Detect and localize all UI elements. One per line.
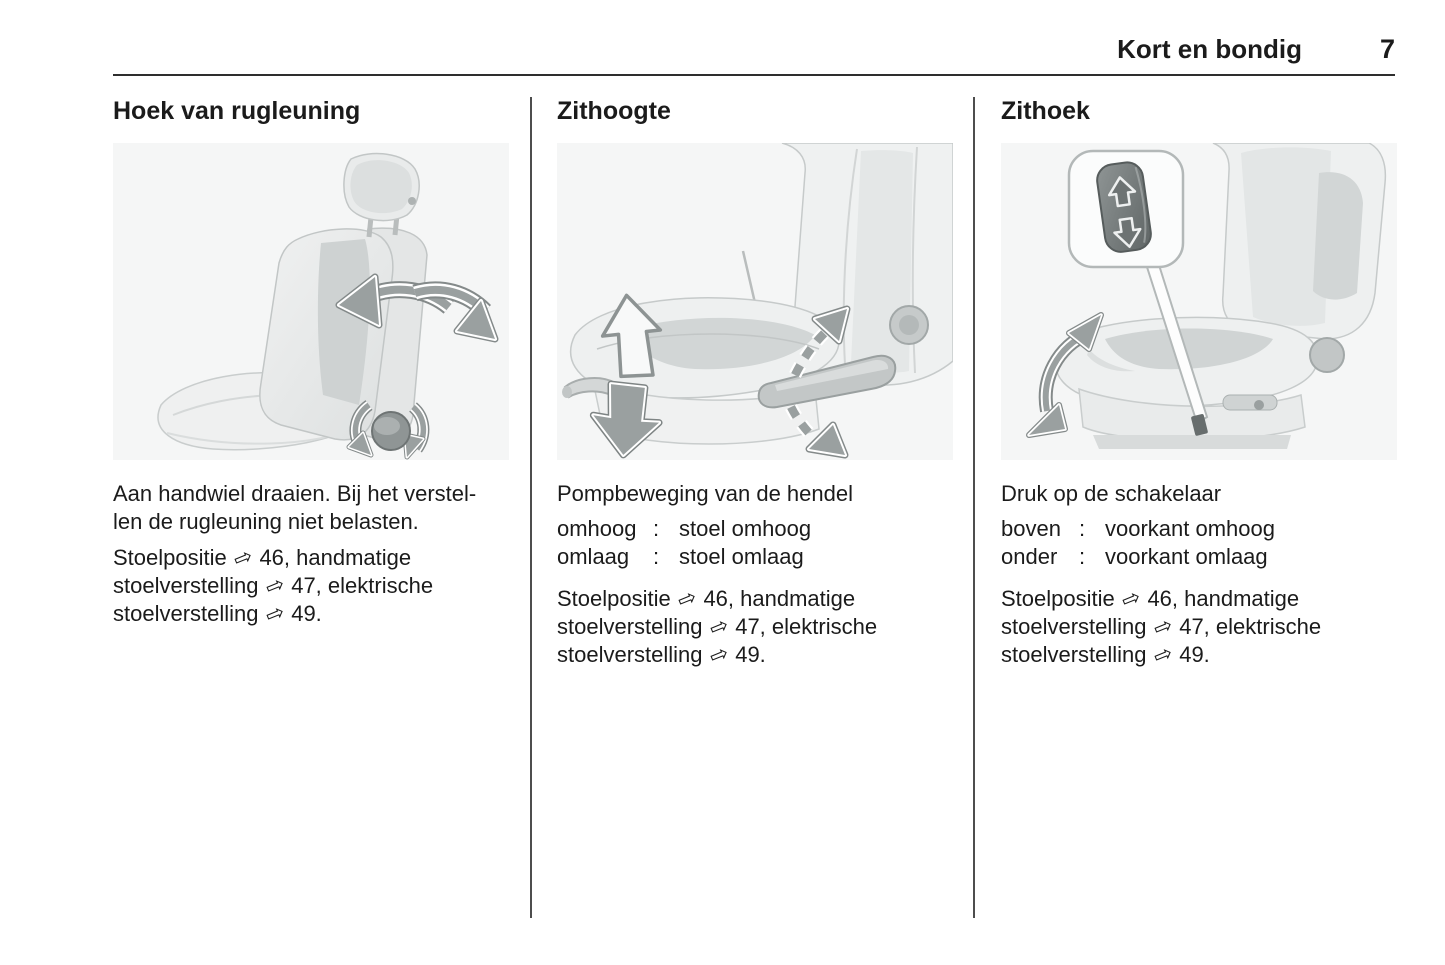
content-columns — [113, 96, 1397, 669]
reference-text: 46, handmatige stoelverstelling — [1001, 586, 1300, 639]
direction-term: omlaag — [557, 544, 630, 569]
page-header — [113, 34, 1395, 64]
direction-term: omhoog — [557, 516, 637, 541]
reference-arrow-icon: ⇨ — [673, 583, 701, 614]
reference-text: 47, elektrische stoelverstelling — [557, 614, 878, 667]
direction-desc: stoel omhoog — [679, 516, 812, 541]
column-zithoek — [1001, 96, 1397, 669]
section-body — [557, 480, 953, 669]
direction-table — [1001, 515, 1397, 571]
reference-text: 49. — [291, 601, 322, 626]
direction-colon: : — [1079, 516, 1086, 541]
direction-colon: : — [1079, 544, 1086, 569]
section-body — [1001, 480, 1397, 669]
reference-arrow-icon: ⇨ — [261, 598, 288, 629]
direction-desc: stoel omlaag — [679, 544, 804, 569]
direction-term: boven — [1001, 516, 1061, 541]
reference-arrow-icon: ⇨ — [1149, 639, 1176, 670]
page-number: 7 — [1379, 34, 1395, 64]
header-rule — [113, 74, 1395, 76]
reference-arrow-icon: ⇨ — [1117, 583, 1145, 614]
backrest-angle-illustration — [113, 143, 509, 460]
reference-arrow-icon: ⇨ — [261, 570, 288, 601]
section-title: Hoek van rugleuning — [113, 97, 361, 125]
instruction-text — [113, 480, 509, 536]
seat-tilt-illustration — [1001, 143, 1397, 460]
reference-text: 47, elektrische stoelverstelling — [113, 573, 434, 626]
instruction-text: Druk op de schakelaar — [1001, 481, 1222, 506]
section-body — [113, 480, 509, 628]
instruction-line: len de rugleuning niet belasten. — [113, 509, 419, 534]
section-title: Zithoek — [1001, 97, 1090, 125]
reference-text: Stoelpositie — [113, 545, 227, 570]
reference-arrow-icon: ⇨ — [705, 639, 732, 670]
direction-colon: : — [653, 516, 660, 541]
reference-text: 46, handmatige stoelverstelling — [557, 586, 856, 639]
seat-switch-callout — [1069, 151, 1183, 267]
reference-text: Stoelpositie — [557, 586, 671, 611]
reference-arrow-icon: ⇨ — [229, 542, 257, 573]
reference-text: 46, handmatige stoelverstelling — [113, 545, 412, 598]
reference-arrow-icon: ⇨ — [705, 611, 732, 642]
page-reference-note — [557, 585, 953, 669]
reference-text: 49. — [735, 642, 766, 667]
direction-desc: voorkant omhoog — [1105, 516, 1275, 541]
seat-height-illustration — [557, 143, 953, 460]
direction-desc: voorkant omlaag — [1105, 544, 1268, 569]
page-reference-note — [113, 544, 509, 628]
reference-text: 47, elektrische stoelverstelling — [1001, 614, 1322, 667]
reference-arrow-icon: ⇨ — [1149, 611, 1176, 642]
table-row — [1001, 515, 1397, 543]
table-row — [557, 543, 953, 571]
direction-colon: : — [653, 544, 660, 569]
instruction-line: Aan handwiel draaien. Bij het verstel- — [113, 481, 477, 506]
direction-term: onder — [1001, 544, 1058, 569]
table-row — [557, 515, 953, 543]
seat-backrest — [260, 228, 427, 440]
instruction-text: Pompbeweging van de hendel — [557, 481, 854, 506]
page-reference-note — [1001, 585, 1397, 669]
table-row — [1001, 543, 1397, 571]
seat-backrest — [1213, 143, 1385, 339]
reference-text: Stoelpositie — [1001, 586, 1115, 611]
section-title: Zithoogte — [557, 97, 671, 125]
column-hoek-van-rugleuning — [113, 96, 509, 669]
recline-handwheel — [890, 306, 928, 344]
page-title: Kort en bondig — [1117, 34, 1302, 64]
column-zithoogte — [557, 96, 953, 669]
reference-text: 49. — [1179, 642, 1210, 667]
direction-table — [557, 515, 953, 571]
